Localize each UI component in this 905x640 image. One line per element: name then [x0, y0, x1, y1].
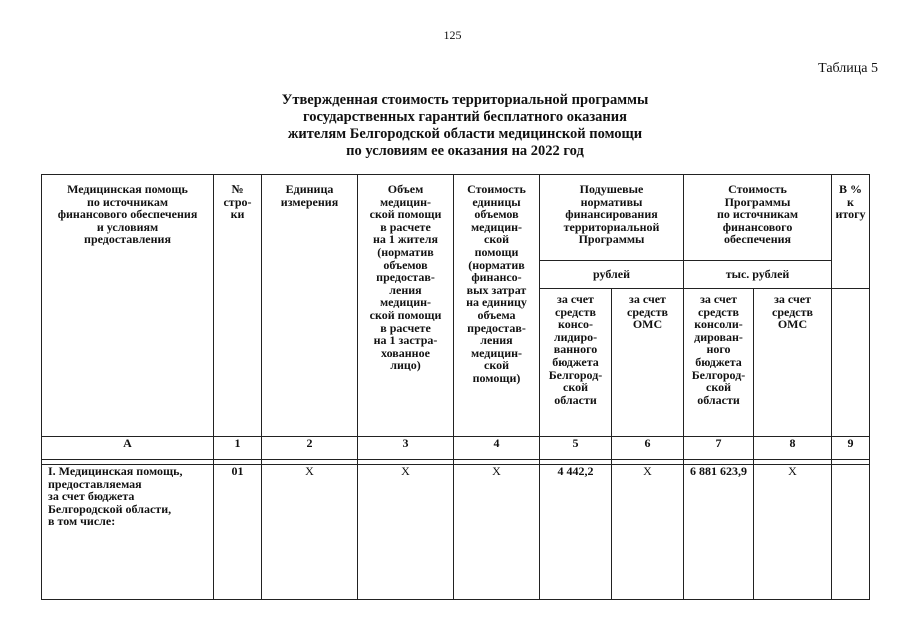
header-col-7: за счет средств консоли- дирован- ного бюджета Белгород- ской области	[684, 289, 754, 437]
row-per-capita-budget: 4 442,2	[540, 465, 612, 600]
row-unit-cost: Х	[454, 465, 540, 600]
column-number: 5	[540, 437, 612, 460]
row-cost-budget: 6 881 623,9	[684, 465, 754, 600]
row-per-capita-oms: Х	[612, 465, 684, 600]
row-volume: Х	[358, 465, 454, 600]
header-col-1: № стро- ки	[214, 175, 262, 437]
header-thousand-rubles: тыс. рублей	[684, 261, 832, 289]
header-per-capita: Подушевые нормативы финансирования территориальной Программы	[540, 175, 684, 261]
header-col-a: Медицинская помощь по источникам финансового обеспечения и условиям предоставления	[42, 175, 214, 437]
column-number-row	[42, 437, 870, 460]
title-line: Утвержденная стоимость территориальной программы	[281, 92, 649, 108]
row-name: I. Медицинская помощь, предоставляемая за счет бюджета Белгородской области, в том числе:	[42, 465, 214, 600]
header-col-9-blank	[832, 289, 870, 437]
column-number: 6	[612, 437, 684, 460]
column-number: 1	[214, 437, 262, 460]
document-title	[230, 92, 700, 160]
header-col-5: за счет средств консо- лидиро- ванного бюджета Белгород- ской области	[540, 289, 612, 437]
header-col-4: Стоимость единицы объемов медицин- ской помощи (норматив финансо- вых затрат на единицу объема предостав- ления медицин- ской помощи)	[454, 175, 540, 437]
header-col-2: Единица измерения	[262, 175, 358, 437]
header-col-9: В % к итогу	[832, 175, 870, 289]
table-row	[42, 465, 870, 600]
header-row	[42, 175, 870, 261]
column-number: 8	[754, 437, 832, 460]
column-number: 9	[832, 437, 870, 460]
column-number: 2	[262, 437, 358, 460]
row-unit: Х	[262, 465, 358, 600]
column-number: 3	[358, 437, 454, 460]
table-label: Таблица 5	[818, 61, 878, 76]
row-cost-oms: Х	[754, 465, 832, 600]
header-col-3: Объем медицин- ской помощи в расчете на 1 жителя (норматив объемов предостав- ления медицин- ской помощи в расчете на 1 застра- хованное лицо)	[358, 175, 454, 437]
column-number: 4	[454, 437, 540, 460]
header-col-8: за счет средств ОМС	[754, 289, 832, 437]
title-line: жителям Белгородской области медицинской помощи	[287, 126, 643, 142]
column-number: 7	[684, 437, 754, 460]
header-rubles: рублей	[540, 261, 684, 289]
row-line-number: 01	[214, 465, 262, 600]
header-program-cost: Стоимость Программы по источникам финансового обеспечения	[684, 175, 832, 261]
title-line: государственных гарантий бесплатного оказания	[303, 109, 627, 125]
column-number: А	[42, 437, 214, 460]
cost-table	[41, 174, 870, 600]
header-col-6: за счет средств ОМС	[612, 289, 684, 437]
row-percent	[832, 465, 870, 600]
title-line: по условиям ее оказания на 2022 год	[346, 143, 584, 159]
page-number: 125	[443, 28, 462, 42]
